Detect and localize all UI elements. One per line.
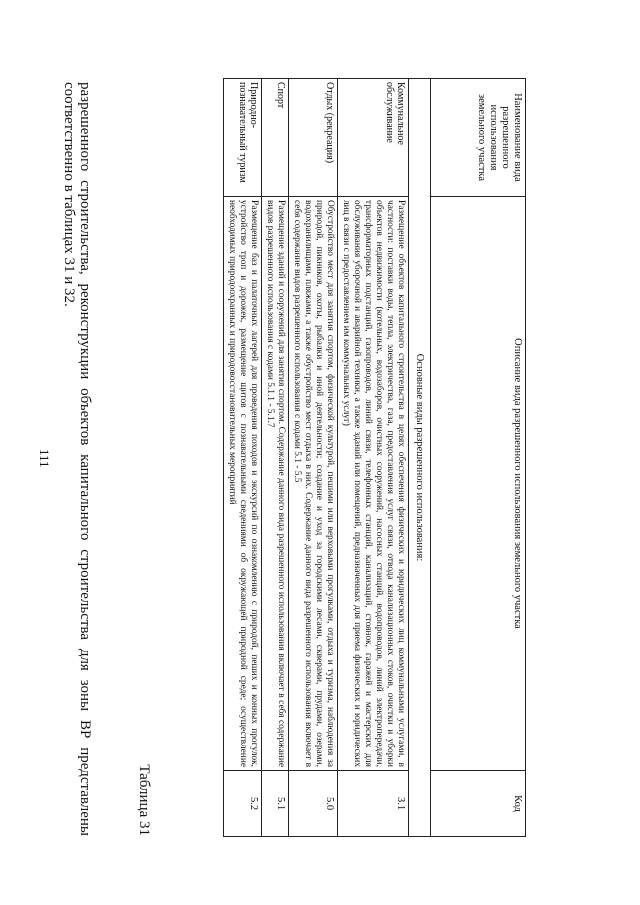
row-code: 5.1 — [262, 771, 289, 837]
table-row — [338, 79, 409, 837]
table-header-row — [431, 79, 526, 837]
header-name: Наименование вида разрешенного использования земельного участка — [431, 79, 526, 197]
row-description: Размещение зданий и сооружений для занятия спортом. Содержание данного вида разрешенного использования включает в себя содержание видов разрешенного использования с кодами 5.1.1 - 5.1.7 — [262, 197, 289, 771]
table-row — [224, 79, 262, 837]
row-name: Отдых (рекреация) — [289, 79, 338, 197]
permitted-use-table — [223, 78, 526, 837]
header-code: Код — [431, 771, 526, 837]
section-row — [409, 79, 431, 837]
row-description: Размещение объектов капитального строительства в целях обеспечения физических и юридических лиц коммунальными услугами, в частности: поставки воды, тепла, электричества, газа, предоставления услуг связи, отвода канализационных стоков, очистки и уборки объектов недвижимости (котельных, водозаборов, очистных сооружений, насосных станций, водопроводов, линий электропередачи, трансформаторных подстанций, газопроводов, линий связи, телефонных станций, канализаций, стоянок, гаражей и мастерских для обслуживания уборочной и аварийной техники, а также зданий или помещений, предназначенных для приема физических и юридических лиц в связи с предоставлением им коммунальных услуг) — [338, 197, 409, 771]
row-description: Размещение баз и палаточных лагерей для проведения походов и экскурсий по ознакомлению с природой, пеших и конных прогулок, устройство троп и дорожек, размещение щитов с познавательными сведениями об окружающей природной среде; осуществление необходимых природоохранных и природовосстановительных мероприятий — [224, 197, 262, 771]
table-row — [262, 79, 289, 837]
page-number: 111 — [37, 449, 52, 468]
row-code: 5.2 — [224, 771, 262, 837]
table-label: Таблица 31 — [136, 764, 152, 836]
table-row — [289, 79, 338, 837]
row-name: Коммунальное обслуживание — [338, 79, 409, 197]
row-code: 3.1 — [338, 771, 409, 837]
intro-paragraph: разрешенного строительства, реконструкции объектов капитального строительства для зоны ВР представлены соответственно в таблицах 31 и 32. — [61, 82, 93, 836]
header-description: Описание вида разрешенного использования земельного участка — [431, 197, 526, 771]
row-code: 5.0 — [289, 771, 338, 837]
section-title: Основные виды разрешенного использования: — [409, 79, 431, 837]
row-name: Природно-познавательный туризм — [224, 79, 262, 197]
row-name: Спорт — [262, 79, 289, 197]
row-description: Обустройство мест для занятия спортом, физической культурой, пешими или верховыми прогулками, отдыха и туризма, наблюдения за природой, пикников, охоты, рыбалки и иной деятельности; создание и уход за городскими лесами, скверами, прудами, озерами, водохранилищами, пляжами, а также обустройство мест отдыха в них. Содержание данного вида разрешенного использования включает в себя содержание видов разрешенного использования с кодами 5.1 - 5.5 — [289, 197, 338, 771]
